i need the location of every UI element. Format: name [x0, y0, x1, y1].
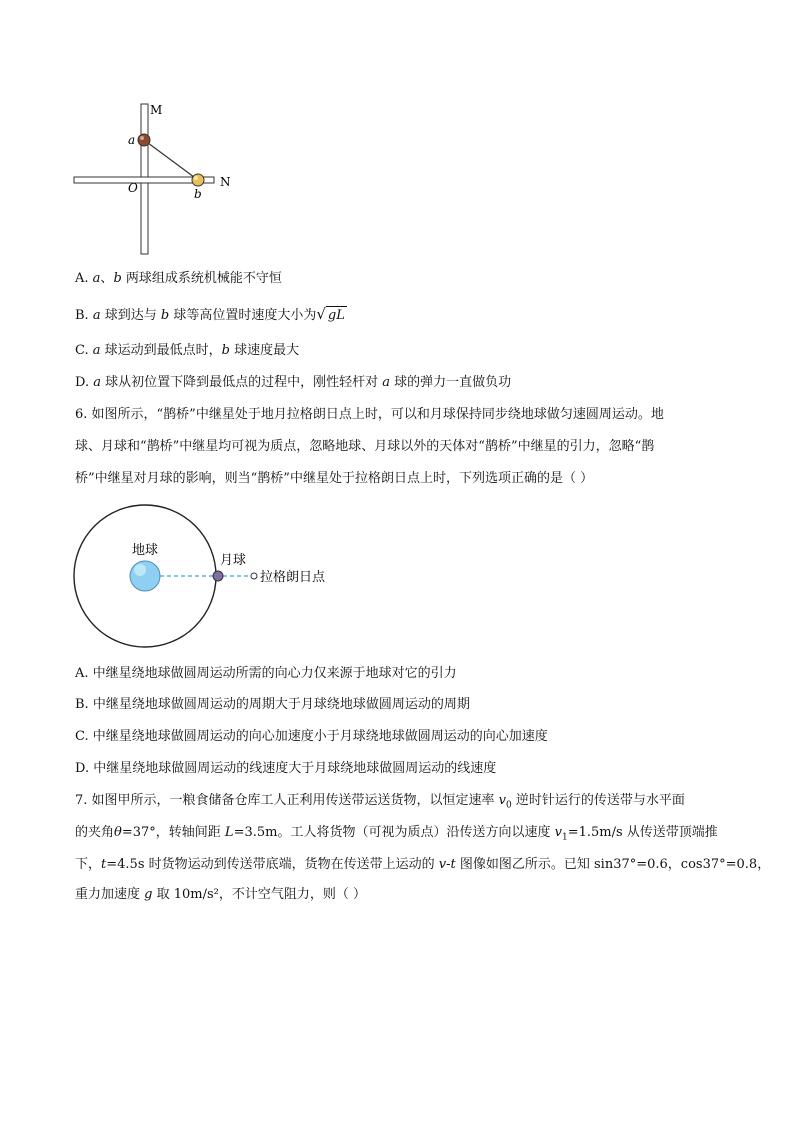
q6-option-c: C. 中继星绕地球做圆周运动的向心加速度小于月球绕地球做圆周运动的向心加速度: [75, 729, 548, 744]
label-moon: 月球: [220, 553, 247, 568]
q6-line-1: 6. 如图所示，“鹊桥”中继星处于地月拉格朗日点上时，可以和月球保持同步绕地球做匀速圆周运动。地: [75, 407, 664, 422]
q5-option-c: C. a 球运动到最低点时，b 球速度最大: [75, 343, 300, 358]
connecting-rod: [144, 140, 198, 180]
label-O: O: [128, 181, 138, 195]
q5-option-a: A. a、b 两球组成系统机械能不守恒: [75, 271, 282, 286]
lagrange-point: [251, 573, 257, 579]
label-lagrange: 拉格朗日点: [260, 570, 326, 585]
sqrt-gL: gL: [327, 308, 345, 323]
moon: [213, 571, 223, 581]
q5-option-b: B. a 球到达与 b 球等高位置时速度大小为√ gL: [75, 305, 345, 323]
rod-system-figure: [70, 100, 240, 260]
earth: [130, 561, 160, 591]
label-a: a: [128, 133, 136, 147]
q7-line-1: 7. 如图甲所示，一粮食储备仓库工人正利用传送带运送货物，以恒定速率 $v_0$ 逆时针运行的传送带与水平面: [75, 793, 685, 811]
q5-option-d: D. a 球从初位置下降到最低点的过程中，刚性轻杆对 a 球的弹力一直做负功: [75, 375, 512, 390]
ball-b: [192, 174, 204, 186]
q6-option-d: D. 中继星绕地球做圆周运动的线速度大于月球绕地球做圆周运动的线速度: [75, 761, 497, 776]
q6-option-b: B. 中继星绕地球做圆周运动的周期大于月球绕地球做圆周运动的周期: [75, 697, 470, 712]
label-N: N: [220, 175, 231, 189]
q7-line-4: 重力加速度 g 取 10m/s²，不计空气阻力，则（ ）: [75, 887, 366, 902]
q7-line-2: 的夹角θ=37°，转轴间距 L=3.5m。工人将货物（可视为质点）沿传送方向以速度 $v_1=1.5m/s$ 从传送带顶端推: [75, 825, 718, 843]
q6-line-2: 球、月球和“鹊桥”中继星均可视为质点，忽略地球、月球以外的天体对“鹊桥”中继星的引力，忽略“鹊: [75, 439, 655, 454]
q6-line-3: 桥”中继星对月球的影响，则当“鹊桥”中继星处于拉格朗日点上时，下列选项正确的是（ ）: [75, 471, 594, 486]
q6-option-a: A. 中继星绕地球做圆周运动所需的向心力仅来源于地球对它的引力: [75, 666, 457, 681]
q7-line-3: 下，t=4.5s 时货物运动到传送带底端，货物在传送带上运动的 v-t 图像如图乙所示。已知 sin37°=0.6，cos37°=0.8，: [75, 857, 771, 872]
label-M: M: [150, 103, 163, 117]
label-earth: 地球: [132, 543, 159, 558]
ball-a: [138, 134, 150, 146]
label-b: b: [194, 187, 202, 201]
earth-moon-lagrange-figure: [70, 500, 370, 660]
